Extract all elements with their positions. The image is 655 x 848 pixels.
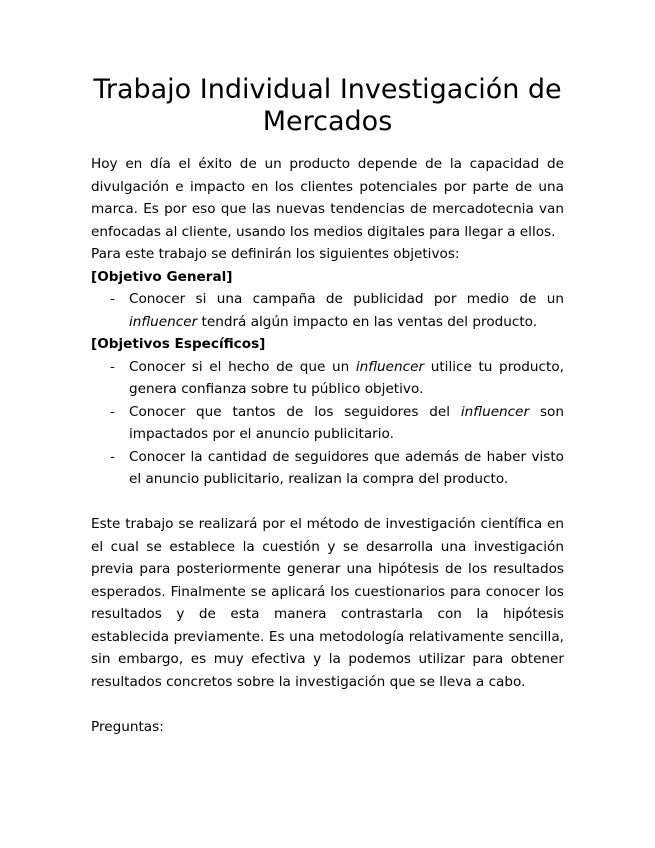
item-text-pre: Conocer si el hecho de que un xyxy=(129,358,356,375)
general-objective-item xyxy=(91,288,564,333)
item-text-emphasis: influencer xyxy=(460,403,530,420)
document-title: Trabajo Individual Investigación de Mercados xyxy=(93,74,562,137)
item-text: Conocer la cantidad de seguidores que además de haber visto el anuncio publicitario, realizan la compra del producto. xyxy=(129,448,564,487)
item-text-post: son impactados por el anuncio publicitario. xyxy=(129,403,564,442)
item-text-emphasis: influencer xyxy=(129,313,198,330)
intro-paragraph: Hoy en día el éxito de un producto depende de la capacidad de divulgación e impacto en los clientes potenciales por parte de una marca. Es por eso que las nuevas tendencias de mercadotecnia van enfocadas al cliente, usando los medios digitales para llegar a ellos. xyxy=(91,156,564,240)
item-text-pre: Conocer si una campaña de publicidad por medio de un xyxy=(129,291,564,307)
methodology-paragraph: Este trabajo se realizará por el método de investigación científica en el cual se establece la cuestión y se desarrolla una investigación previa para posteriormente generar una hipótesis de los resultados esperados. Finalmente se aplicará los cuestionarios para conocer los resultados y de esta manera contrastarla con la hipótesis establecida previamente. Es una metodología relativamente sencilla, sin embargo, es muy efectiva y la podemos utilizar para obtener resultados concretos sobre la investigación que se lleva a cabo. xyxy=(91,516,564,690)
paragraph-spacer xyxy=(91,491,564,514)
item-text-post: tendrá algún impacto en las ventas del producto. xyxy=(197,313,538,330)
bullet-dash: - xyxy=(110,403,115,420)
bullet-dash: - xyxy=(110,291,115,307)
general-objective-heading: [Objetivo General] xyxy=(91,268,233,285)
specific-objective-item xyxy=(91,401,564,446)
bullet-dash: - xyxy=(110,448,115,465)
document-body xyxy=(91,153,564,738)
specific-objective-item xyxy=(91,356,564,401)
questions-label: Preguntas: xyxy=(91,718,164,735)
specific-objective-item xyxy=(91,446,564,491)
item-text-pre: Conocer que tantos de los seguidores del xyxy=(129,403,461,420)
objectives-intro: Para este trabajo se definirán los siguientes objetivos: xyxy=(91,246,460,262)
item-text-post: utilice tu producto, genera confianza sobre tu público objetivo. xyxy=(129,358,564,397)
item-text-emphasis: influencer xyxy=(355,358,425,375)
bullet-dash: - xyxy=(110,358,115,375)
specific-objectives-heading: [Objetivos Específicos] xyxy=(91,336,266,352)
paragraph-spacer xyxy=(91,693,564,716)
